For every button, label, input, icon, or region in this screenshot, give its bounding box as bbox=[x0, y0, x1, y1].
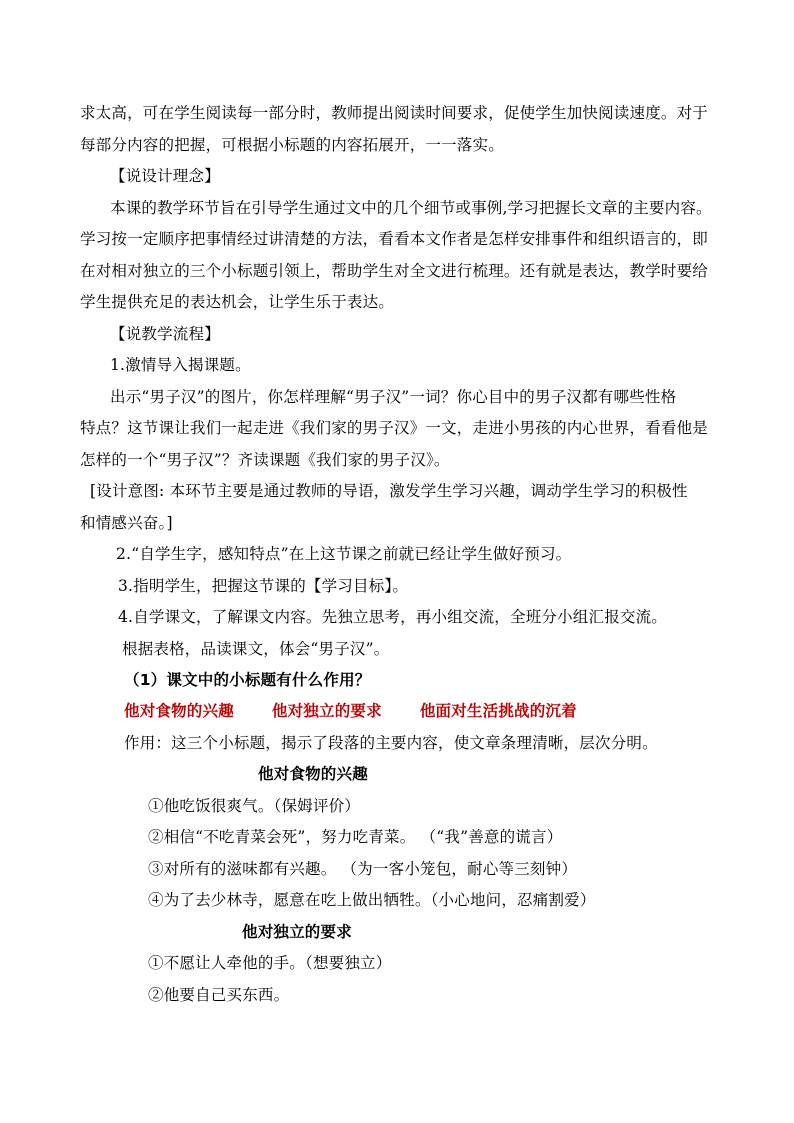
list-item: ④为了去少林寺，愿意在吃上做出牺牲。（小心地问，忍痛割爱） bbox=[148, 891, 596, 909]
paragraph-line: 学习按一定顺序把事情经过讲清楚的方法，看看本文作者是怎样安排事件和组织语言的，即 bbox=[80, 230, 709, 248]
paragraph-line: 学生提供充足的表达机会，让学生乐于表达。 bbox=[80, 293, 395, 311]
subtitle-food-interest: 他对食物的兴趣 bbox=[124, 702, 234, 720]
paragraph-line: 每部分内容的把握，可根据小标题的内容拓展开，一一落实。 bbox=[80, 136, 504, 154]
list-item: ③对所有的滋味都有兴趣。 （为一客小笼包，耐心等三刻钟） bbox=[148, 860, 578, 878]
question-heading: （1）课文中的小标题有什么作用？ bbox=[124, 671, 371, 689]
section-title-food: 他对食物的兴趣 bbox=[258, 765, 368, 783]
paragraph-line: 特点？这节课让我们一起走进《我们家的男子汉》一文，走进小男孩的内心世界，看看他是 bbox=[80, 419, 709, 437]
paragraph-line: 求太高，可在学生阅读每一部分时，教师提出阅读时间要求，促使学生加快阅读速度。对于 bbox=[80, 104, 709, 122]
step-item: 2.“自学生字，感知特点”在上这节课之前就已经让学生做好预习。 bbox=[116, 545, 572, 563]
subtitle-independence: 他对独立的要求 bbox=[271, 702, 382, 720]
step-item: 4.自学课文，了解课文内容。先独立思考，再小组交流，全班分小组汇报交流。 bbox=[118, 608, 667, 626]
section-heading: 【说教学流程】 bbox=[110, 325, 220, 343]
paragraph-line: 在对相对独立的三个小标题引领上，帮助学生对全文进行梳理。还有就是表达，教学时要给 bbox=[80, 262, 709, 280]
list-item: ①他吃饭很爽气。（保姆评价） bbox=[148, 797, 361, 815]
list-item: ①不愿让人牵他的手。（想要独立） bbox=[148, 954, 392, 972]
list-item: ②相信“不吃青菜会死”，努力吃青菜。 （“我”善意的谎言） bbox=[148, 828, 563, 846]
section-title-independence: 他对独立的要求 bbox=[242, 923, 352, 941]
paragraph-line: 出示“男子汉”的图片，你怎样理解“男子汉”一词？你心目中的男子汉都有哪些性格 bbox=[110, 388, 677, 406]
subtitle-life-challenge: 他面对生活挑战的沉着 bbox=[419, 702, 577, 720]
section-heading: 【说设计理念】 bbox=[110, 167, 220, 185]
step-item: 1.激情导入揭课题。 bbox=[110, 356, 251, 374]
design-intent: 和情感兴奋。] bbox=[80, 514, 173, 532]
list-item: ②他要自己买东西。 bbox=[148, 986, 290, 1004]
design-intent: [设计意图: 本环节主要是通过教师的导语，激发学生学习兴趣，调动学生学习的积极性 bbox=[90, 482, 688, 500]
paragraph-line: 怎样的一个“男子汉”？齐读课题《我们家的男子汉》。 bbox=[80, 451, 450, 469]
function-explanation: 作用：这三个小标题，揭示了段落的主要内容，使文章条理清晰，层次分明。 bbox=[124, 734, 658, 752]
paragraph-line: 根据表格，品读课文，体会“男子汉”。 bbox=[122, 640, 390, 658]
subtitle-list bbox=[124, 701, 577, 721]
step-item: 3.指明学生，把握这节课的【学习目标】。 bbox=[118, 577, 409, 595]
paragraph-line: 本课的教学环节旨在引导学生通过文中的几个细节或事例,学习把握长文章的主要内容。 bbox=[110, 199, 712, 217]
